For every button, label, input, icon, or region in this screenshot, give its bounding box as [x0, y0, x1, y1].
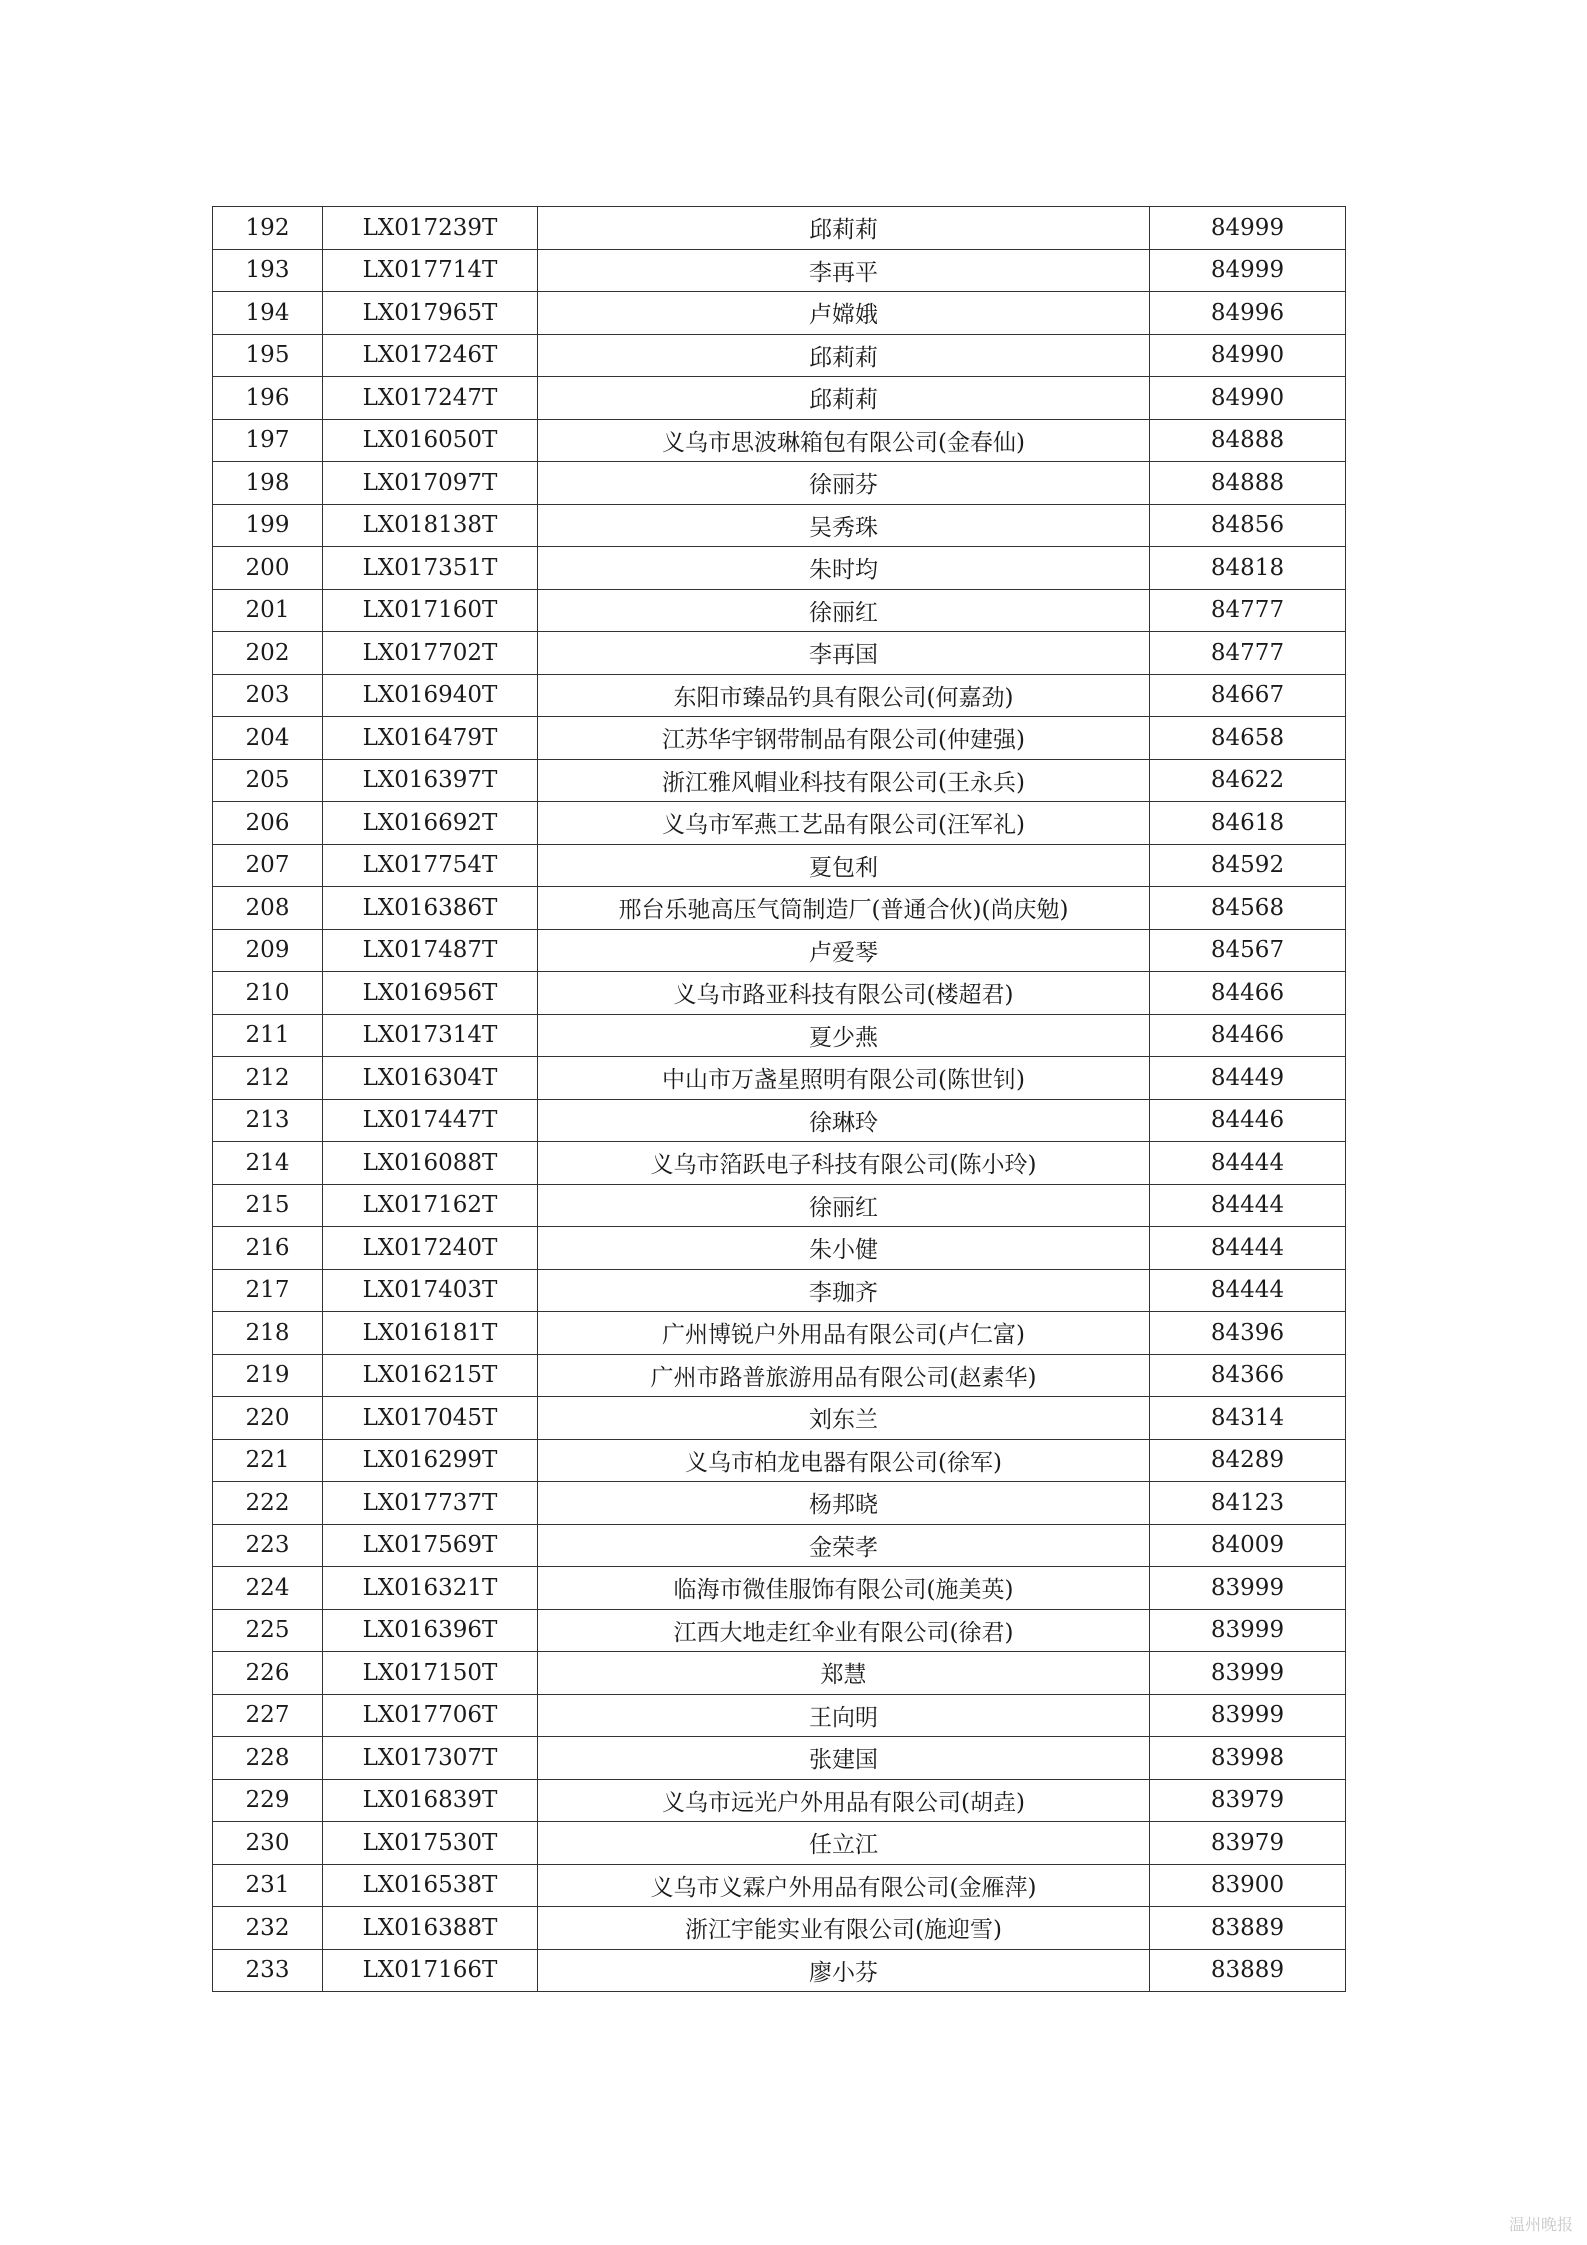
table-row: [213, 1822, 1346, 1865]
cell-name: 义乌市柏龙电器有限公司(徐军): [538, 1439, 1150, 1482]
table-row: [213, 1652, 1346, 1695]
cell-rank: 233: [213, 1949, 323, 1992]
cell-code: LX017714T: [323, 249, 538, 292]
cell-amount: 83999: [1150, 1567, 1346, 1610]
cell-name: 刘东兰: [538, 1397, 1150, 1440]
cell-name: 徐丽红: [538, 1184, 1150, 1227]
cell-code: LX016321T: [323, 1567, 538, 1610]
cell-code: LX016479T: [323, 717, 538, 760]
cell-rank: 204: [213, 717, 323, 760]
table-row: [213, 419, 1346, 462]
cell-rank: 215: [213, 1184, 323, 1227]
cell-name: 徐丽芬: [538, 462, 1150, 505]
cell-rank: 232: [213, 1907, 323, 1950]
cell-amount: 83998: [1150, 1737, 1346, 1780]
cell-name: 邢台乐驰高压气筒制造厂(普通合伙)(尚庆勉): [538, 887, 1150, 930]
cell-name: 义乌市路亚科技有限公司(楼超君): [538, 972, 1150, 1015]
cell-name: 廖小芬: [538, 1949, 1150, 1992]
cell-rank: 201: [213, 589, 323, 632]
table-row: [213, 249, 1346, 292]
cell-name: 邱莉莉: [538, 334, 1150, 377]
cell-code: LX017246T: [323, 334, 538, 377]
table-row: [213, 1099, 1346, 1142]
table-row: [213, 207, 1346, 250]
cell-rank: 219: [213, 1354, 323, 1397]
cell-amount: 84856: [1150, 504, 1346, 547]
table-row: [213, 1057, 1346, 1100]
cell-code: LX016304T: [323, 1057, 538, 1100]
cell-code: LX016050T: [323, 419, 538, 462]
cell-name: 朱小健: [538, 1227, 1150, 1270]
cell-name: 李再平: [538, 249, 1150, 292]
cell-amount: 84888: [1150, 462, 1346, 505]
cell-rank: 229: [213, 1779, 323, 1822]
cell-code: LX017737T: [323, 1482, 538, 1525]
table-row: [213, 632, 1346, 675]
cell-rank: 207: [213, 844, 323, 887]
watermark-logo: 温州晚报: [1508, 2215, 1573, 2234]
cell-name: 卢嫦娥: [538, 292, 1150, 335]
cell-rank: 212: [213, 1057, 323, 1100]
cell-rank: 198: [213, 462, 323, 505]
table-row: [213, 1482, 1346, 1525]
table-row: [213, 1184, 1346, 1227]
cell-name: 江苏华宇钢带制品有限公司(仲建强): [538, 717, 1150, 760]
cell-amount: 83999: [1150, 1652, 1346, 1695]
cell-rank: 226: [213, 1652, 323, 1695]
cell-amount: 84818: [1150, 547, 1346, 590]
cell-rank: 224: [213, 1567, 323, 1610]
cell-amount: 84123: [1150, 1482, 1346, 1525]
cell-code: LX017569T: [323, 1524, 538, 1567]
cell-amount: 83979: [1150, 1779, 1346, 1822]
cell-code: LX017150T: [323, 1652, 538, 1695]
cell-name: 徐丽红: [538, 589, 1150, 632]
cell-rank: 194: [213, 292, 323, 335]
cell-code: LX017702T: [323, 632, 538, 675]
cell-amount: 84444: [1150, 1142, 1346, 1185]
cell-rank: 203: [213, 674, 323, 717]
table-row: [213, 547, 1346, 590]
cell-rank: 230: [213, 1822, 323, 1865]
cell-name: 张建国: [538, 1737, 1150, 1780]
cell-rank: 231: [213, 1864, 323, 1907]
cell-rank: 228: [213, 1737, 323, 1780]
table-row: [213, 1014, 1346, 1057]
cell-rank: 221: [213, 1439, 323, 1482]
table-row: [213, 1524, 1346, 1567]
cell-amount: 84567: [1150, 929, 1346, 972]
cell-rank: 209: [213, 929, 323, 972]
table-row: [213, 589, 1346, 632]
cell-rank: 216: [213, 1227, 323, 1270]
cell-amount: 83999: [1150, 1694, 1346, 1737]
cell-name: 郑慧: [538, 1652, 1150, 1695]
table-row: [213, 1864, 1346, 1907]
cell-rank: 213: [213, 1099, 323, 1142]
cell-name: 义乌市箔跃电子科技有限公司(陈小玲): [538, 1142, 1150, 1185]
cell-amount: 84996: [1150, 292, 1346, 335]
cell-code: LX016397T: [323, 759, 538, 802]
cell-code: LX017239T: [323, 207, 538, 250]
cell-code: LX017240T: [323, 1227, 538, 1270]
cell-amount: 84667: [1150, 674, 1346, 717]
cell-rank: 200: [213, 547, 323, 590]
cell-name: 中山市万盏星照明有限公司(陈世钊): [538, 1057, 1150, 1100]
table-row: [213, 1609, 1346, 1652]
cell-code: LX016396T: [323, 1609, 538, 1652]
table-row: [213, 1907, 1346, 1950]
cell-rank: 193: [213, 249, 323, 292]
cell-name: 卢爱琴: [538, 929, 1150, 972]
cell-amount: 84618: [1150, 802, 1346, 845]
cell-amount: 84314: [1150, 1397, 1346, 1440]
table-row: [213, 1312, 1346, 1355]
cell-name: 义乌市义霖户外用品有限公司(金雁萍): [538, 1864, 1150, 1907]
table-row: [213, 1949, 1346, 1992]
table-row: [213, 1397, 1346, 1440]
table-row: [213, 929, 1346, 972]
cell-amount: 84449: [1150, 1057, 1346, 1100]
cell-rank: 206: [213, 802, 323, 845]
cell-rank: 195: [213, 334, 323, 377]
cell-code: LX016692T: [323, 802, 538, 845]
cell-rank: 223: [213, 1524, 323, 1567]
cell-code: LX016940T: [323, 674, 538, 717]
cell-code: LX016181T: [323, 1312, 538, 1355]
cell-amount: 83889: [1150, 1949, 1346, 1992]
cell-code: LX017162T: [323, 1184, 538, 1227]
cell-code: LX017965T: [323, 292, 538, 335]
cell-name: 杨邦晓: [538, 1482, 1150, 1525]
cell-code: LX016538T: [323, 1864, 538, 1907]
cell-code: LX016299T: [323, 1439, 538, 1482]
cell-code: LX017487T: [323, 929, 538, 972]
cell-name: 浙江雅风帽业科技有限公司(王永兵): [538, 759, 1150, 802]
cell-code: LX017166T: [323, 1949, 538, 1992]
cell-code: LX016386T: [323, 887, 538, 930]
cell-code: LX016215T: [323, 1354, 538, 1397]
cell-name: 王向明: [538, 1694, 1150, 1737]
cell-name: 东阳市臻品钓具有限公司(何嘉劲): [538, 674, 1150, 717]
table-body: [213, 207, 1346, 1992]
cell-amount: 83889: [1150, 1907, 1346, 1950]
cell-rank: 220: [213, 1397, 323, 1440]
cell-amount: 84444: [1150, 1184, 1346, 1227]
cell-name: 江西大地走红伞业有限公司(徐君): [538, 1609, 1150, 1652]
cell-amount: 84777: [1150, 589, 1346, 632]
cell-amount: 83999: [1150, 1609, 1346, 1652]
cell-rank: 208: [213, 887, 323, 930]
cell-code: LX017160T: [323, 589, 538, 632]
table-row: [213, 462, 1346, 505]
table-row: [213, 1227, 1346, 1270]
table-row: [213, 292, 1346, 335]
cell-code: LX017097T: [323, 462, 538, 505]
table-row: [213, 717, 1346, 760]
cell-amount: 84366: [1150, 1354, 1346, 1397]
cell-code: LX017351T: [323, 547, 538, 590]
cell-amount: 83900: [1150, 1864, 1346, 1907]
cell-rank: 197: [213, 419, 323, 462]
cell-amount: 84999: [1150, 249, 1346, 292]
cell-amount: 84289: [1150, 1439, 1346, 1482]
cell-amount: 84446: [1150, 1099, 1346, 1142]
table-row: [213, 504, 1346, 547]
table-row: [213, 1737, 1346, 1780]
cell-amount: 84999: [1150, 207, 1346, 250]
cell-amount: 84009: [1150, 1524, 1346, 1567]
cell-rank: 217: [213, 1269, 323, 1312]
cell-code: LX017754T: [323, 844, 538, 887]
cell-amount: 84888: [1150, 419, 1346, 462]
cell-code: LX017706T: [323, 1694, 538, 1737]
cell-name: 临海市微佳服饰有限公司(施美英): [538, 1567, 1150, 1610]
cell-rank: 205: [213, 759, 323, 802]
table-row: [213, 1269, 1346, 1312]
cell-code: LX016956T: [323, 972, 538, 1015]
cell-rank: 199: [213, 504, 323, 547]
cell-name: 邱莉莉: [538, 207, 1150, 250]
table-row: [213, 1354, 1346, 1397]
cell-amount: 83979: [1150, 1822, 1346, 1865]
table-row: [213, 1567, 1346, 1610]
cell-amount: 84568: [1150, 887, 1346, 930]
cell-amount: 84658: [1150, 717, 1346, 760]
cell-name: 朱时均: [538, 547, 1150, 590]
cell-name: 浙江宇能实业有限公司(施迎雪): [538, 1907, 1150, 1950]
cell-code: LX017307T: [323, 1737, 538, 1780]
cell-code: LX016088T: [323, 1142, 538, 1185]
cell-amount: 84622: [1150, 759, 1346, 802]
results-table: [212, 206, 1346, 1992]
cell-name: 广州市路普旅游用品有限公司(赵素华): [538, 1354, 1150, 1397]
cell-amount: 84466: [1150, 972, 1346, 1015]
table-row: [213, 972, 1346, 1015]
cell-amount: 84777: [1150, 632, 1346, 675]
cell-name: 吴秀珠: [538, 504, 1150, 547]
cell-code: LX016839T: [323, 1779, 538, 1822]
cell-rank: 196: [213, 377, 323, 420]
table-row: [213, 1142, 1346, 1185]
cell-name: 义乌市思波琳箱包有限公司(金春仙): [538, 419, 1150, 462]
cell-code: LX017403T: [323, 1269, 538, 1312]
cell-rank: 192: [213, 207, 323, 250]
cell-name: 广州博锐户外用品有限公司(卢仁富): [538, 1312, 1150, 1355]
cell-code: LX017530T: [323, 1822, 538, 1865]
table-row: [213, 377, 1346, 420]
cell-rank: 227: [213, 1694, 323, 1737]
cell-name: 夏包利: [538, 844, 1150, 887]
cell-name: 义乌市军燕工艺品有限公司(汪军礼): [538, 802, 1150, 845]
cell-code: LX016388T: [323, 1907, 538, 1950]
cell-name: 李珈齐: [538, 1269, 1150, 1312]
cell-rank: 222: [213, 1482, 323, 1525]
cell-code: LX018138T: [323, 504, 538, 547]
cell-code: LX017314T: [323, 1014, 538, 1057]
table-row: [213, 334, 1346, 377]
cell-amount: 84444: [1150, 1269, 1346, 1312]
cell-name: 任立江: [538, 1822, 1150, 1865]
cell-rank: 214: [213, 1142, 323, 1185]
table-row: [213, 674, 1346, 717]
cell-amount: 84444: [1150, 1227, 1346, 1270]
cell-amount: 84990: [1150, 334, 1346, 377]
table-row: [213, 759, 1346, 802]
cell-name: 义乌市远光户外用品有限公司(胡垚): [538, 1779, 1150, 1822]
cell-name: 金荣孝: [538, 1524, 1150, 1567]
cell-rank: 225: [213, 1609, 323, 1652]
cell-name: 夏少燕: [538, 1014, 1150, 1057]
cell-code: LX017247T: [323, 377, 538, 420]
cell-amount: 84466: [1150, 1014, 1346, 1057]
cell-rank: 202: [213, 632, 323, 675]
cell-code: LX017045T: [323, 1397, 538, 1440]
table-row: [213, 1439, 1346, 1482]
cell-amount: 84396: [1150, 1312, 1346, 1355]
cell-name: 李再国: [538, 632, 1150, 675]
table-row: [213, 1694, 1346, 1737]
cell-name: 邱莉莉: [538, 377, 1150, 420]
cell-amount: 84592: [1150, 844, 1346, 887]
cell-amount: 84990: [1150, 377, 1346, 420]
table-row: [213, 1779, 1346, 1822]
cell-rank: 218: [213, 1312, 323, 1355]
table-row: [213, 887, 1346, 930]
cell-code: LX017447T: [323, 1099, 538, 1142]
cell-rank: 211: [213, 1014, 323, 1057]
table-row: [213, 844, 1346, 887]
cell-rank: 210: [213, 972, 323, 1015]
table-row: [213, 802, 1346, 845]
cell-name: 徐琳玲: [538, 1099, 1150, 1142]
